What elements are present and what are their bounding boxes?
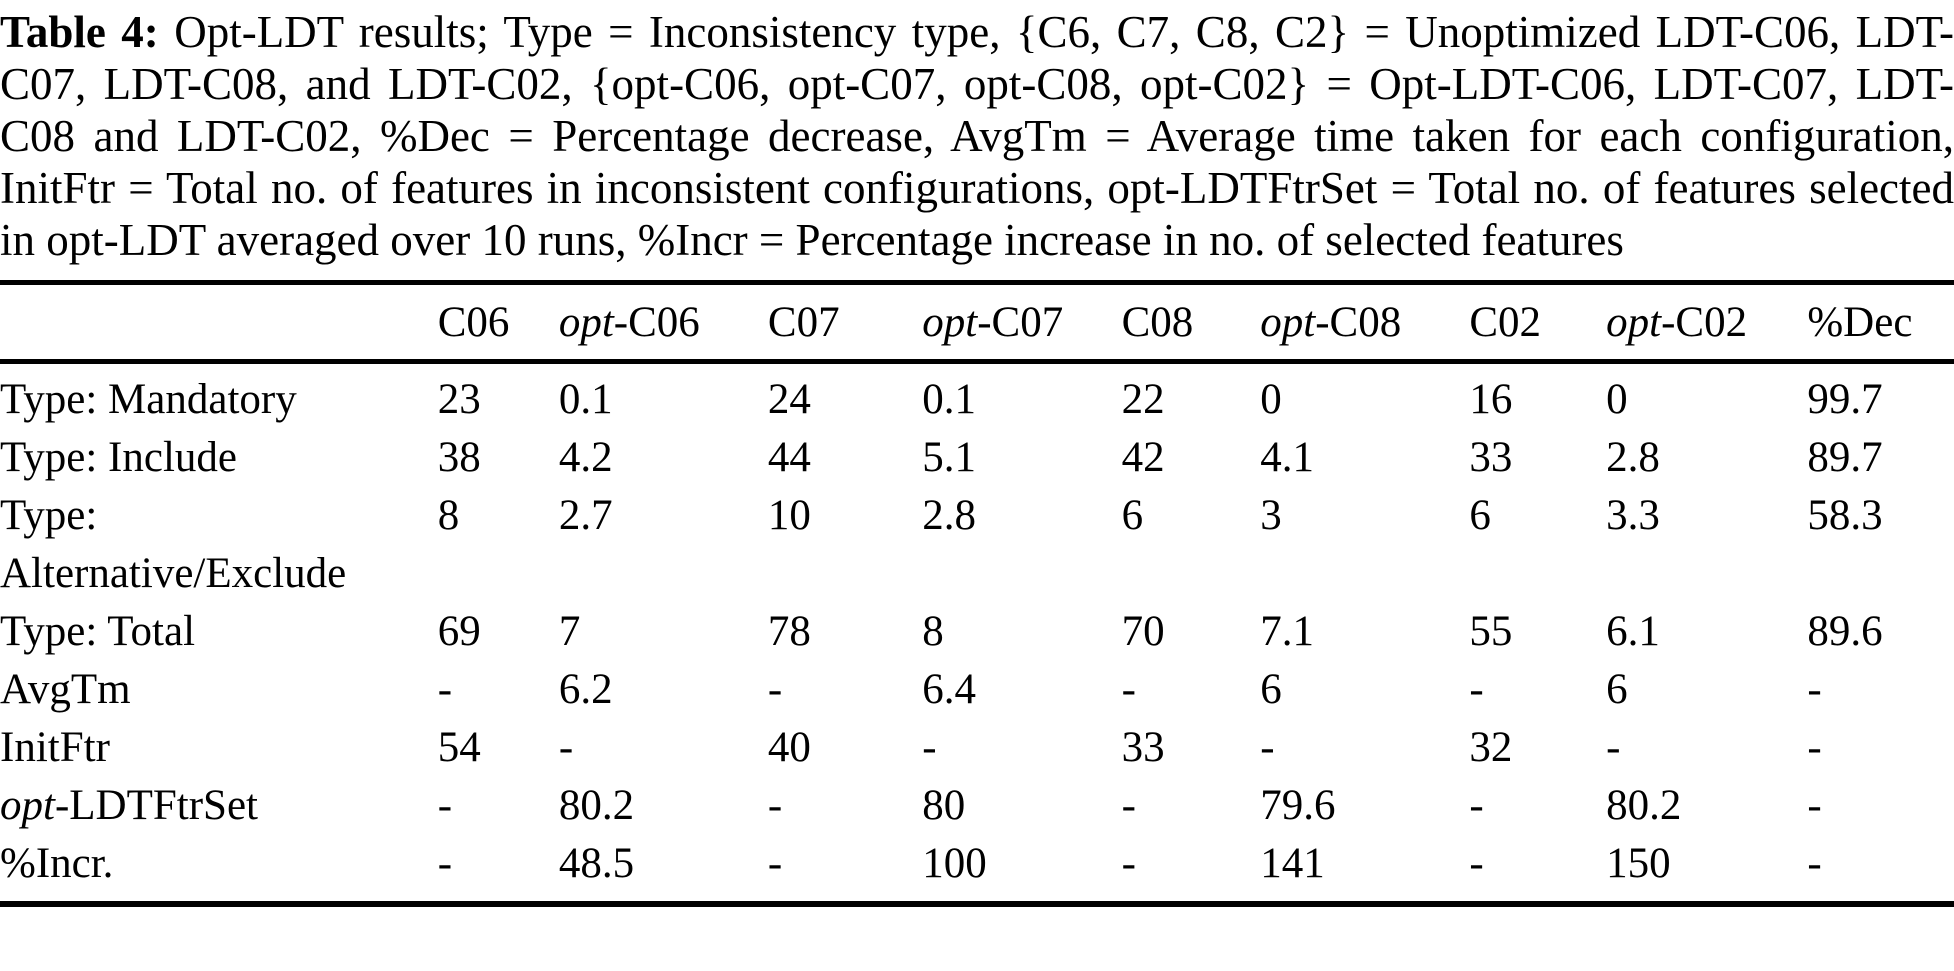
column-header: opt-C06 — [559, 283, 768, 362]
table-cell: - — [1469, 782, 1484, 829]
table-row — [0, 603, 1954, 661]
table-cell: 150 — [1606, 840, 1671, 887]
table-cell: - — [1260, 724, 1275, 771]
table-cell: 40 — [767, 724, 811, 771]
table-cell: - — [437, 840, 453, 887]
table-row — [0, 362, 1954, 430]
table-cell: 33 — [1121, 724, 1165, 771]
table-body — [0, 362, 1954, 905]
table-cell: - — [1121, 666, 1136, 713]
table-cell: - — [1469, 840, 1484, 887]
row-label: AvgTm — [0, 666, 131, 713]
table-cell: - — [922, 724, 937, 771]
table-cell: 70 — [1121, 608, 1165, 655]
table-cell: - — [1121, 840, 1136, 887]
table-cell: 89.6 — [1807, 608, 1883, 655]
table-cell: 6.2 — [558, 666, 613, 713]
table-cell: 80.2 — [1606, 782, 1682, 829]
row-label: Type: Include — [0, 434, 237, 481]
table-row — [0, 487, 1954, 603]
table-cell: 5.1 — [922, 434, 977, 481]
table-cell: - — [437, 666, 453, 713]
table-cell: 4.2 — [558, 434, 613, 481]
table-cell: 80.2 — [558, 782, 635, 829]
table-cell: 23 — [437, 376, 481, 423]
table-cell: - — [1807, 840, 1822, 887]
table-row — [0, 835, 1954, 904]
table-cell: - — [437, 782, 453, 829]
table-cell: 78 — [767, 608, 811, 655]
table-cell: 0.1 — [558, 376, 613, 423]
table-cell: 6 — [1260, 666, 1282, 713]
table-cell: 0 — [1606, 376, 1628, 423]
table-row — [0, 719, 1954, 777]
table-cell: 32 — [1469, 724, 1513, 771]
table-cell: 4.1 — [1260, 434, 1315, 481]
results-table — [0, 280, 1954, 907]
row-label: Type: Alternative/Exclude — [0, 492, 347, 597]
table-cell: 24 — [767, 376, 811, 423]
table-cell: 58.3 — [1807, 492, 1883, 539]
table-cell: 3.3 — [1606, 492, 1660, 539]
column-header: C07 — [768, 283, 922, 362]
table-cell: - — [767, 782, 783, 829]
table-cell: - — [1807, 666, 1822, 713]
table-cell: 79.6 — [1260, 782, 1336, 829]
row-label: opt-LDTFtrSet — [0, 782, 258, 829]
column-header: opt-C02 — [1606, 283, 1807, 362]
table-cell: 2.8 — [1606, 434, 1660, 481]
table-cell: 89.7 — [1807, 434, 1883, 481]
table-cell: 6.4 — [922, 666, 977, 713]
column-header: opt-C07 — [922, 283, 1121, 362]
table-cell: 48.5 — [558, 840, 635, 887]
row-label: Type: Mandatory — [0, 376, 297, 423]
table-cell: 100 — [922, 840, 987, 887]
table-cell: 22 — [1121, 376, 1165, 423]
column-header: C02 — [1469, 283, 1606, 362]
table-header — [0, 283, 1954, 362]
table-cell: - — [767, 840, 783, 887]
table-cell: 55 — [1469, 608, 1513, 655]
table-cell: 8 — [437, 492, 460, 539]
table-row — [0, 661, 1954, 719]
table-cell: 69 — [437, 608, 481, 655]
table-cell: 33 — [1469, 434, 1513, 481]
table-cell: - — [1807, 782, 1822, 829]
table-cell: 8 — [922, 608, 944, 655]
column-header — [0, 283, 438, 362]
table-cell: 7 — [558, 608, 581, 655]
table-cell: - — [767, 666, 783, 713]
table-cell: 16 — [1469, 376, 1513, 423]
caption-label: Table 4: — [0, 7, 159, 57]
table-cell: 3 — [1260, 492, 1282, 539]
table-cell: - — [1121, 782, 1136, 829]
table-cell: - — [558, 724, 574, 771]
table-cell: 80 — [922, 782, 966, 829]
column-header: opt-C08 — [1260, 283, 1469, 362]
table-cell: 6 — [1606, 666, 1628, 713]
table-cell: 6 — [1121, 492, 1144, 539]
row-label: %Incr. — [0, 840, 114, 887]
table-cell: 141 — [1260, 840, 1325, 887]
table-cell: 10 — [767, 492, 811, 539]
table-row — [0, 429, 1954, 487]
row-label: Type: Total — [0, 608, 196, 655]
table-cell: - — [1469, 666, 1484, 713]
table-cell: 6 — [1469, 492, 1491, 539]
table-cell: 2.8 — [922, 492, 977, 539]
table-caption — [0, 0, 1954, 266]
table-cell: 99.7 — [1807, 376, 1883, 423]
row-label: InitFtr — [0, 724, 110, 771]
table-cell: 38 — [437, 434, 481, 481]
table-cell: 2.7 — [558, 492, 613, 539]
table-cell: 7.1 — [1260, 608, 1315, 655]
table-cell: - — [1807, 724, 1822, 771]
header-row — [0, 283, 1954, 362]
table-cell: 44 — [767, 434, 811, 481]
table-cell: - — [1606, 724, 1621, 771]
table-row — [0, 777, 1954, 835]
caption-text: Opt-LDT results; Type = Inconsistency type, {C6, C7, C8, C2} = Unoptimized LDT-C06, LDT-C07, LDT-C08, and LDT-C02, {opt-C06, opt-C07, opt-C08, opt-C02} = Opt-LDT-C06, LDT-C07, LDT-C08 and LDT-C02, %Dec = Percentage decrease, AvgTm = Average time taken for each configuration, InitFtr = Total no. of features in inconsistent configurations, opt-LDTFtrSet = Total no. of features selected in opt-LDT averaged over 10 runs, %Incr = Percentage increase in no. of selected features — [0, 7, 1954, 265]
table-cell: 6.1 — [1606, 608, 1660, 655]
column-header: C08 — [1122, 283, 1261, 362]
table-cell: 0 — [1260, 376, 1282, 423]
table-cell: 0.1 — [922, 376, 977, 423]
table-cell: 54 — [437, 724, 481, 771]
column-header: %Dec — [1807, 283, 1954, 362]
column-header: C06 — [438, 283, 559, 362]
table-cell: 42 — [1121, 434, 1165, 481]
